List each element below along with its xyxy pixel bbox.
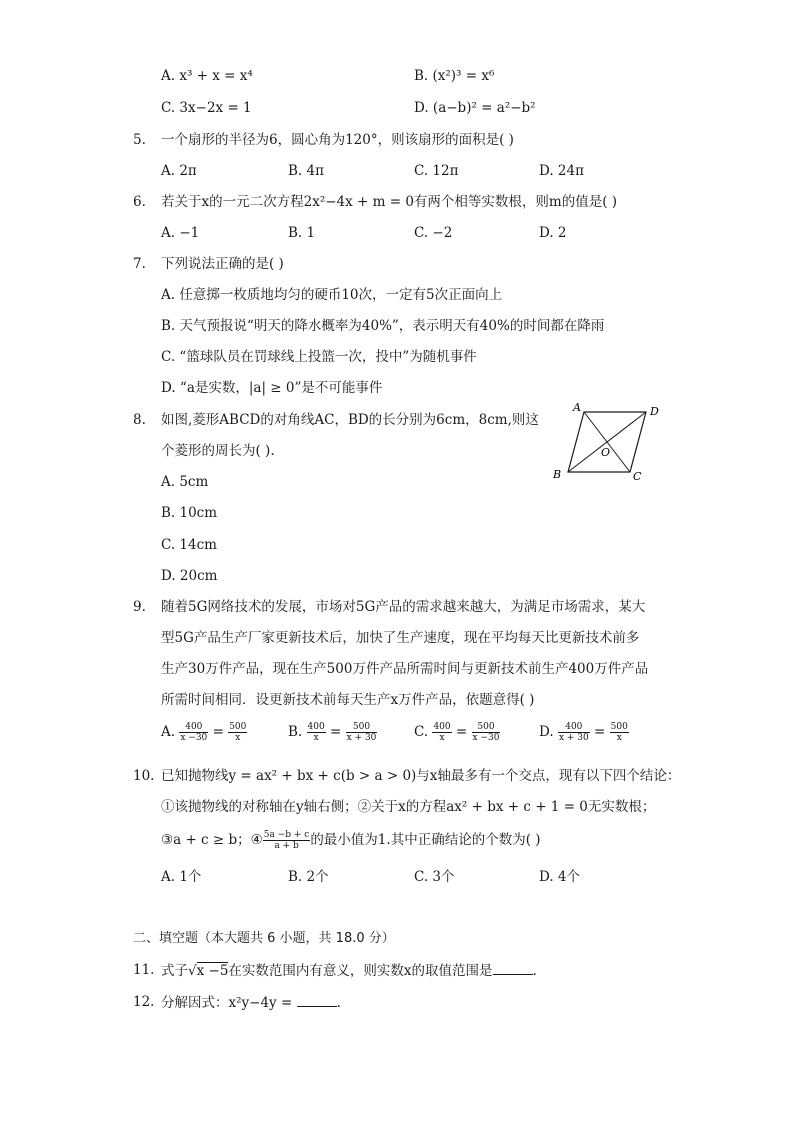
sqrt-symbol: √ [188, 963, 197, 979]
q9-a-right-fraction [228, 722, 247, 743]
section-2-title: 二、填空题（本大题共 6 小题，共 18.0 分） [133, 931, 395, 946]
q12-answer-blank[interactable] [297, 992, 337, 1007]
q11-post: 在实数范围内有意义，则实数x的取值范围是 [228, 963, 493, 979]
q7-option-c[interactable]: C. “篮球队员在罚球线上投篮一次，投中”为随机事件 [161, 349, 477, 365]
q9-option-d-letter: D. [539, 724, 554, 740]
q10-option-d[interactable]: D. 4个 [539, 869, 581, 885]
q11-number: 11. [133, 962, 155, 978]
q6-option-a[interactable]: A. −1 [161, 225, 200, 241]
q11-end: . [532, 963, 537, 979]
q5-number: 5. [133, 132, 146, 148]
q10-fraction [263, 830, 311, 851]
q9-line3: 生产30万件产品，现在生产500万件产品所需时间与更新技术前生产400万件产品 [161, 661, 649, 677]
fraction-numerator: 500 [352, 722, 371, 732]
q5-option-c[interactable]: C. 12π [414, 163, 459, 179]
q9-line4: 所需时间相同．设更新技术前每天生产x万件产品，依题意得( ) [161, 692, 535, 708]
q10-option-a[interactable]: A. 1个 [161, 869, 202, 885]
fraction-denominator: x [228, 732, 247, 743]
q9-option-a[interactable]: A. $\frac{400}{x -30}$ = $\frac{500}{x}$ [161, 722, 247, 743]
fraction-numerator: 400 [565, 722, 583, 732]
q9-line2: 型5G产品生产厂家更新技术后，加快了生产速度，现在平均每天比更新技术前多 [161, 630, 640, 646]
q5-stem: 一个扇形的半径为6，圆心角为120°，则该扇形的面积是( ) [161, 132, 514, 148]
fraction-denominator: x + 30 [346, 733, 377, 743]
fraction-denominator: x −30 [472, 733, 500, 743]
q5-option-a[interactable]: A. 2π [161, 163, 197, 179]
q4-option-d[interactable]: D. (a−b)² = a²−b² [414, 100, 536, 116]
vertex-label-d: D [650, 405, 659, 418]
fraction-denominator: x [307, 732, 326, 743]
q9-c-left-fraction [432, 722, 451, 743]
q8-number: 8. [133, 412, 146, 428]
q11-pre: 式子 [161, 963, 188, 979]
q9-option-c[interactable]: C. $\frac{400}{x}$ = $\frac{500}{x -30}$ [414, 722, 500, 743]
vertex-label-a: A [573, 401, 581, 414]
rhombus-figure [548, 398, 678, 488]
q12-number: 12. [133, 994, 155, 1010]
q7-option-b[interactable]: B. 天气预报说“明天的降水概率为40%”，表示明天有40%的时间都在降雨 [161, 318, 605, 334]
q6-option-b[interactable]: B. 1 [288, 225, 316, 241]
q9-option-a-letter: A. [161, 724, 176, 740]
q11-answer-blank[interactable] [493, 960, 533, 975]
q10-line3-start: ③a + c ≥ b；④ [161, 832, 263, 848]
q7-option-d[interactable]: D. “a是实数，|a| ≥ 0”是不可能事件 [161, 380, 383, 396]
q9-line1: 随着5G网络技术的发展，市场对5G产品的需求越来越大，为满足市场需求，某大 [161, 599, 646, 615]
fraction-denominator: x −30 [180, 733, 208, 743]
q12-stem [161, 992, 341, 1013]
fraction-denominator: x [432, 732, 451, 743]
q10-number: 10. [133, 768, 155, 784]
fraction-denominator: x + 30 [558, 733, 589, 743]
q9-a-left-fraction [179, 722, 208, 743]
fraction-numerator: 400 [307, 722, 325, 732]
q7-number: 7. [133, 256, 146, 272]
q6-number: 6. [133, 194, 146, 210]
q6-stem: 若关于x的一元二次方程2x²−4x + m = 0有两个相等实数根，则m的值是( ) [161, 194, 618, 210]
q9-b-left-fraction [307, 722, 326, 743]
q10-line1: 已知抛物线y = ax² + bx + c(b > a > 0)与x轴最多有一个交点，现有以下四个结论： [161, 768, 681, 784]
q8-option-b[interactable]: B. 10cm [161, 505, 218, 521]
q7-option-a[interactable]: A. 任意掷一枚质地均匀的硬币10次，一定有5次正面向上 [161, 287, 503, 303]
q9-option-b[interactable]: B. $\frac{400}{x}$ = $\frac{500}{x + 30}$ [288, 722, 377, 743]
q9-number: 9. [133, 599, 146, 615]
fraction-denominator: a + b [263, 840, 311, 851]
q10-option-b[interactable]: B. 2个 [288, 869, 329, 885]
q12-end: . [336, 995, 341, 1011]
q4-option-c[interactable]: C. 3x−2x = 1 [161, 100, 252, 116]
fraction-denominator: x [610, 732, 629, 743]
q9-option-b-letter: B. [288, 724, 303, 740]
q10-line2: ①该抛物线的对称轴在y轴右侧；②关于x的方程ax² + bx + c + 1 = 0无实数根； [161, 799, 656, 815]
q12-text: 分解因式：x²y−4y = [161, 995, 297, 1011]
q9-option-c-letter: C. [414, 724, 429, 740]
fraction-numerator: 500 [229, 722, 247, 732]
q5-option-b[interactable]: B. 4π [288, 163, 324, 179]
q8-option-a[interactable]: A. 5cm [161, 474, 209, 490]
q8-option-d[interactable]: D. 20cm [161, 568, 218, 584]
q9-b-right-fraction [346, 722, 378, 743]
vertex-label-b: B [553, 468, 562, 481]
fraction-numerator: 400 [433, 722, 451, 732]
diagonal-bd [568, 412, 646, 472]
vertex-label-c: C [633, 470, 642, 483]
q9-d-left-fraction [558, 722, 590, 743]
q4-option-b[interactable]: B. (x²)³ = x⁶ [414, 68, 495, 84]
q8-stem-line1: 如图,菱形ABCD的对角线AC，BD的长分别为6cm，8cm,则这 [161, 412, 539, 428]
fraction-numerator: 5a −b + c [263, 830, 310, 840]
center-label-o: O [601, 446, 611, 459]
q5-option-d[interactable]: D. 24π [539, 163, 584, 179]
q10-line3 [161, 830, 541, 851]
q11-stem [161, 960, 537, 981]
q8-option-c[interactable]: C. 14cm [161, 537, 217, 553]
q10-line3-end: 的最小值为1.其中正确结论的个数为( ) [310, 832, 541, 848]
q9-option-d[interactable]: D. $\frac{400}{x + 30}$ = $\frac{500}{x}$ [539, 722, 628, 743]
q6-option-d[interactable]: D. 2 [539, 225, 567, 241]
fraction-numerator: 500 [610, 722, 628, 732]
q9-c-right-fraction [472, 722, 501, 743]
q7-stem: 下列说法正确的是( ) [161, 256, 284, 272]
q10-option-c[interactable]: C. 3个 [414, 869, 455, 885]
q9-d-right-fraction [610, 722, 629, 743]
q8-stem-line2: 个菱形的周长为( ). [161, 443, 275, 459]
fraction-numerator: 500 [477, 722, 495, 732]
q11-radicand: x −5 [196, 963, 229, 979]
q6-option-c[interactable]: C. −2 [414, 225, 453, 241]
q4-option-a[interactable]: A. x³ + x = x⁴ [161, 68, 253, 84]
fraction-numerator: 400 [185, 722, 203, 732]
